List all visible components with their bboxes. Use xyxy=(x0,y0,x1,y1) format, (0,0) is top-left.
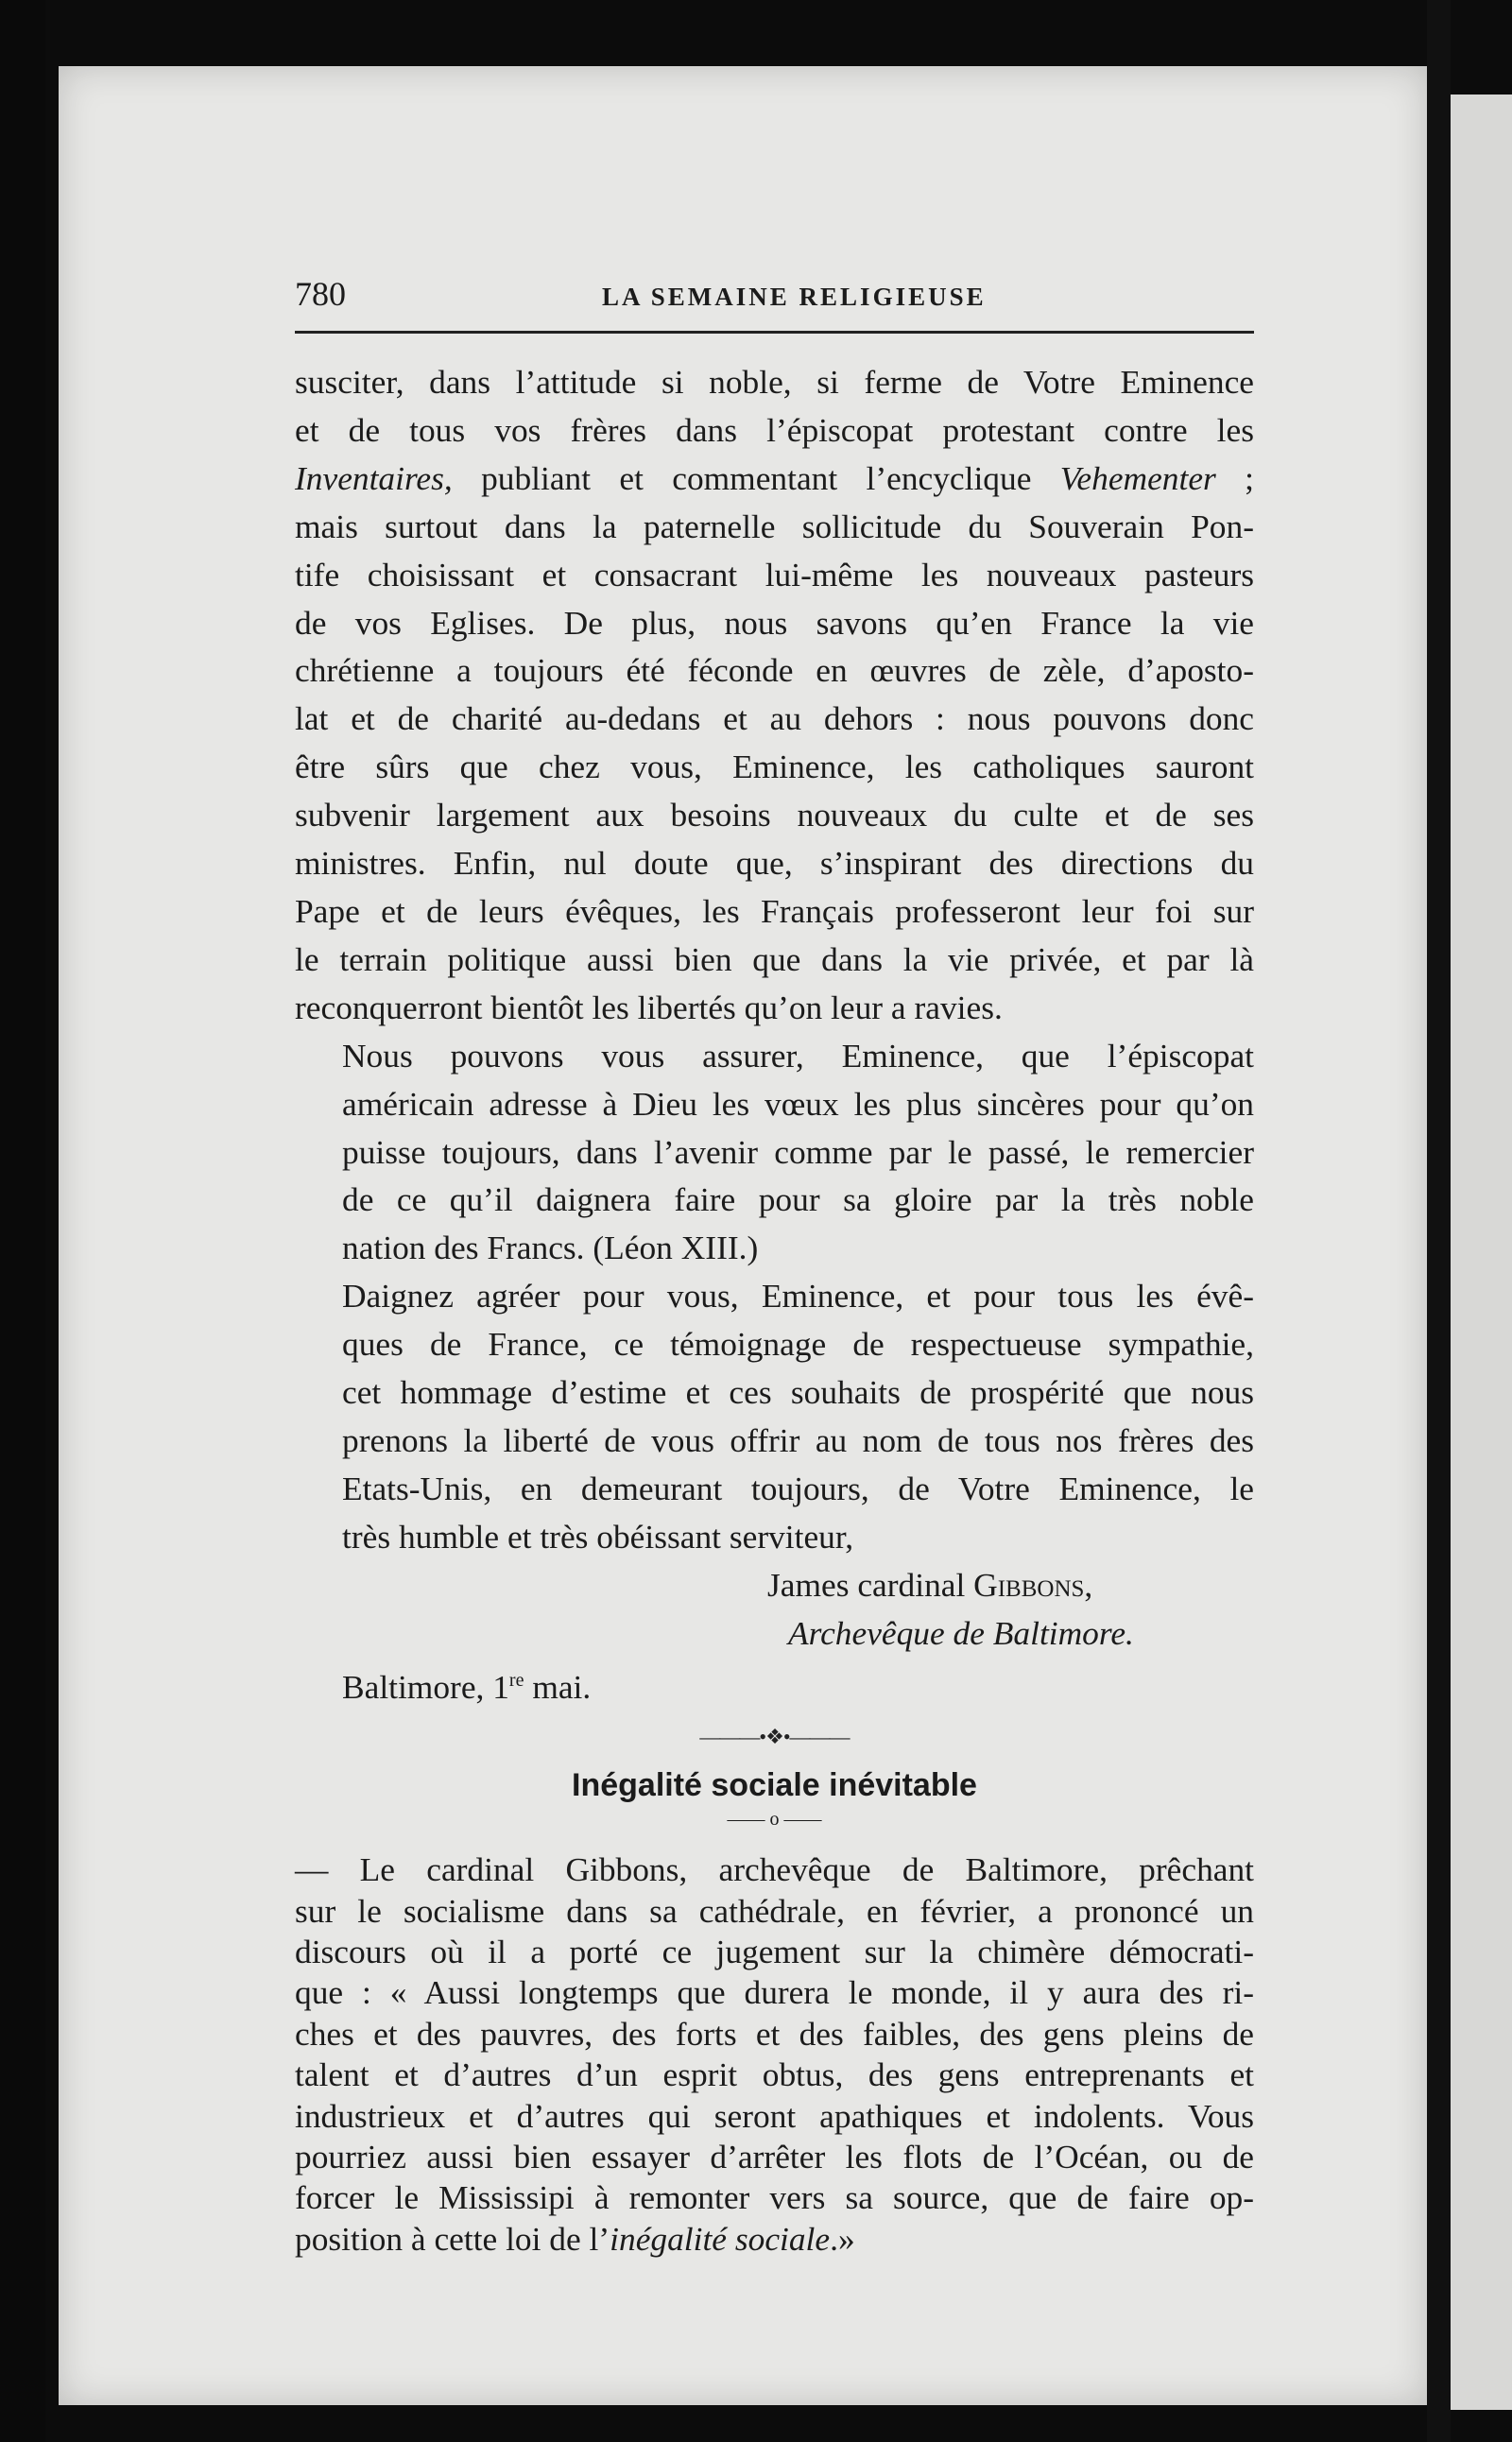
text-line: reconquerront bientôt les libertés qu’on leur a ravies. xyxy=(295,988,1003,1026)
text-line xyxy=(295,2219,1254,2260)
page-number: 780 xyxy=(295,275,346,313)
text-line: Nous pouvons vous assurer, Eminence, que l’épiscopat xyxy=(342,1036,1254,1075)
text-line: industrieux et d’autres qui seront apathiques et indolents. Vous xyxy=(295,2096,1254,2135)
scan-left-edge xyxy=(0,0,45,2442)
date-superscript: re xyxy=(508,1670,524,1692)
section-body xyxy=(295,1849,1254,2260)
text-segment: ; xyxy=(1215,458,1254,497)
text-line: très humble et très obéissant serviteur, xyxy=(342,1517,854,1556)
header-rule xyxy=(295,331,1254,334)
text-line: lat et de charité au-dedans et au dehors : nous pouvons donc xyxy=(295,699,1254,738)
text-line: Daignez agréer pour vous, Eminence, et pour tous les évê- xyxy=(342,1277,1254,1316)
text-line: forcer le Mississipi à remonter vers sa source, que de faire op- xyxy=(295,2178,1254,2217)
text-segment: position à cette loi de l’ xyxy=(295,2219,610,2258)
text-line: pourriez aussi bien essayer d’arrêter les flots de l’Océan, ou de xyxy=(295,2138,1254,2176)
running-head xyxy=(295,274,1254,316)
text-line: ches et des pauvres, des forts et des faibles, des gens pleins de xyxy=(295,2014,1254,2053)
text-line: mais surtout dans la paternelle sollicitude du Souverain Pon- xyxy=(295,507,1254,545)
text-line: sur le socialisme dans sa cathédrale, en février, a prononcé un xyxy=(295,1891,1254,1930)
paragraph-letter-2 xyxy=(295,1032,1254,1273)
text-line: susciter, dans l’attitude si noble, si ferme de Votre Eminence xyxy=(295,363,1254,401)
paragraph-inegalite xyxy=(295,1849,1254,2260)
text-line: Etats-Unis, en demeurant toujours, de Votre Eminence, le xyxy=(342,1469,1254,1507)
signature-name: James cardinal Gibbons, xyxy=(767,1565,1093,1604)
text-line: talent et d’autres d’un esprit obtus, des gens entreprenants et xyxy=(295,2055,1254,2094)
text-line: ministres. Enfin, nul doute que, s’inspirant des directions du xyxy=(295,844,1254,883)
page-content xyxy=(295,274,1254,2260)
text-line: discours où il a porté ce jugement sur la chimère démocrati- xyxy=(295,1932,1254,1970)
paragraph-letter-1 xyxy=(295,358,1254,1032)
text-line: de vos Eglises. De plus, nous savons qu’en France la vie xyxy=(295,603,1254,642)
text-line xyxy=(295,455,1254,503)
italic-segment: Inventaires, xyxy=(295,458,453,497)
text-line: chrétienne a toujours été féconde en œuvres de zèle, d’aposto- xyxy=(295,651,1254,690)
text-line: — Le cardinal Gibbons, archevêque de Baltimore, prêchant xyxy=(295,1850,1254,1889)
text-line: être sûrs que chez vous, Eminence, les catholiques sauront xyxy=(295,748,1254,786)
text-line: Pape et de leurs évêques, les Français professeront leur foi sur xyxy=(295,891,1254,930)
signature-title: Archevêque de Baltimore. xyxy=(788,1613,1134,1652)
paragraph-letter-3 xyxy=(295,1272,1254,1560)
text-segment: publiant et commentant l’encyclique xyxy=(452,458,1060,497)
book-gutter xyxy=(1427,0,1451,2442)
text-line: que : « Aussi longtemps que durera le monde, il y aura des ri- xyxy=(295,1973,1254,2012)
text-line: ques de France, ce témoignage de respectueuse sympathie, xyxy=(342,1325,1254,1364)
place-date: Baltimore, 1re mai. xyxy=(342,1668,592,1707)
text-line: cet hommage d’estime et ces souhaits de prospérité que nous xyxy=(342,1373,1254,1412)
section-heading: Inégalité sociale inévitable xyxy=(572,1767,977,1804)
text-line: subvenir largement aux besoins nouveaux du culte et de ses xyxy=(295,796,1254,834)
facing-page-edge xyxy=(1451,95,1512,2410)
signature-block xyxy=(295,1561,1254,1658)
text-line: prenons la liberté de vous offrir au nom de tous nos frères des xyxy=(342,1420,1254,1459)
italic-segment: inégalité sociale xyxy=(610,2219,831,2258)
heading-sub-rule: —— o —— xyxy=(727,1809,822,1831)
text-line: le terrain politique aussi bien que dans la vie privée, et par là xyxy=(295,939,1254,978)
text-line: américain adresse à Dieu les vœux les plus sincères pour qu’on xyxy=(342,1084,1254,1123)
text-line: puisse toujours, dans l’avenir comme par le passé, le remercier xyxy=(342,1132,1254,1171)
italic-segment: Vehementer xyxy=(1059,458,1216,497)
text-line: nation des Francs. (Léon XIII.) xyxy=(342,1229,759,1267)
running-title: LA SEMAINE RELIGIEUSE xyxy=(602,283,987,311)
text-line: et de tous vos frères dans l’épiscopat protestant contre les xyxy=(295,410,1254,449)
text-line: de ce qu’il daignera faire pour sa gloire par la très noble xyxy=(342,1180,1254,1219)
signature-surname: Gibbons, xyxy=(973,1565,1093,1604)
text-segment: .» xyxy=(830,2219,855,2258)
text-line: tife choisissant et consacrant lui-même les nouveaux pasteurs xyxy=(295,555,1254,593)
section-ornament: ———•❖•——— xyxy=(699,1725,850,1749)
